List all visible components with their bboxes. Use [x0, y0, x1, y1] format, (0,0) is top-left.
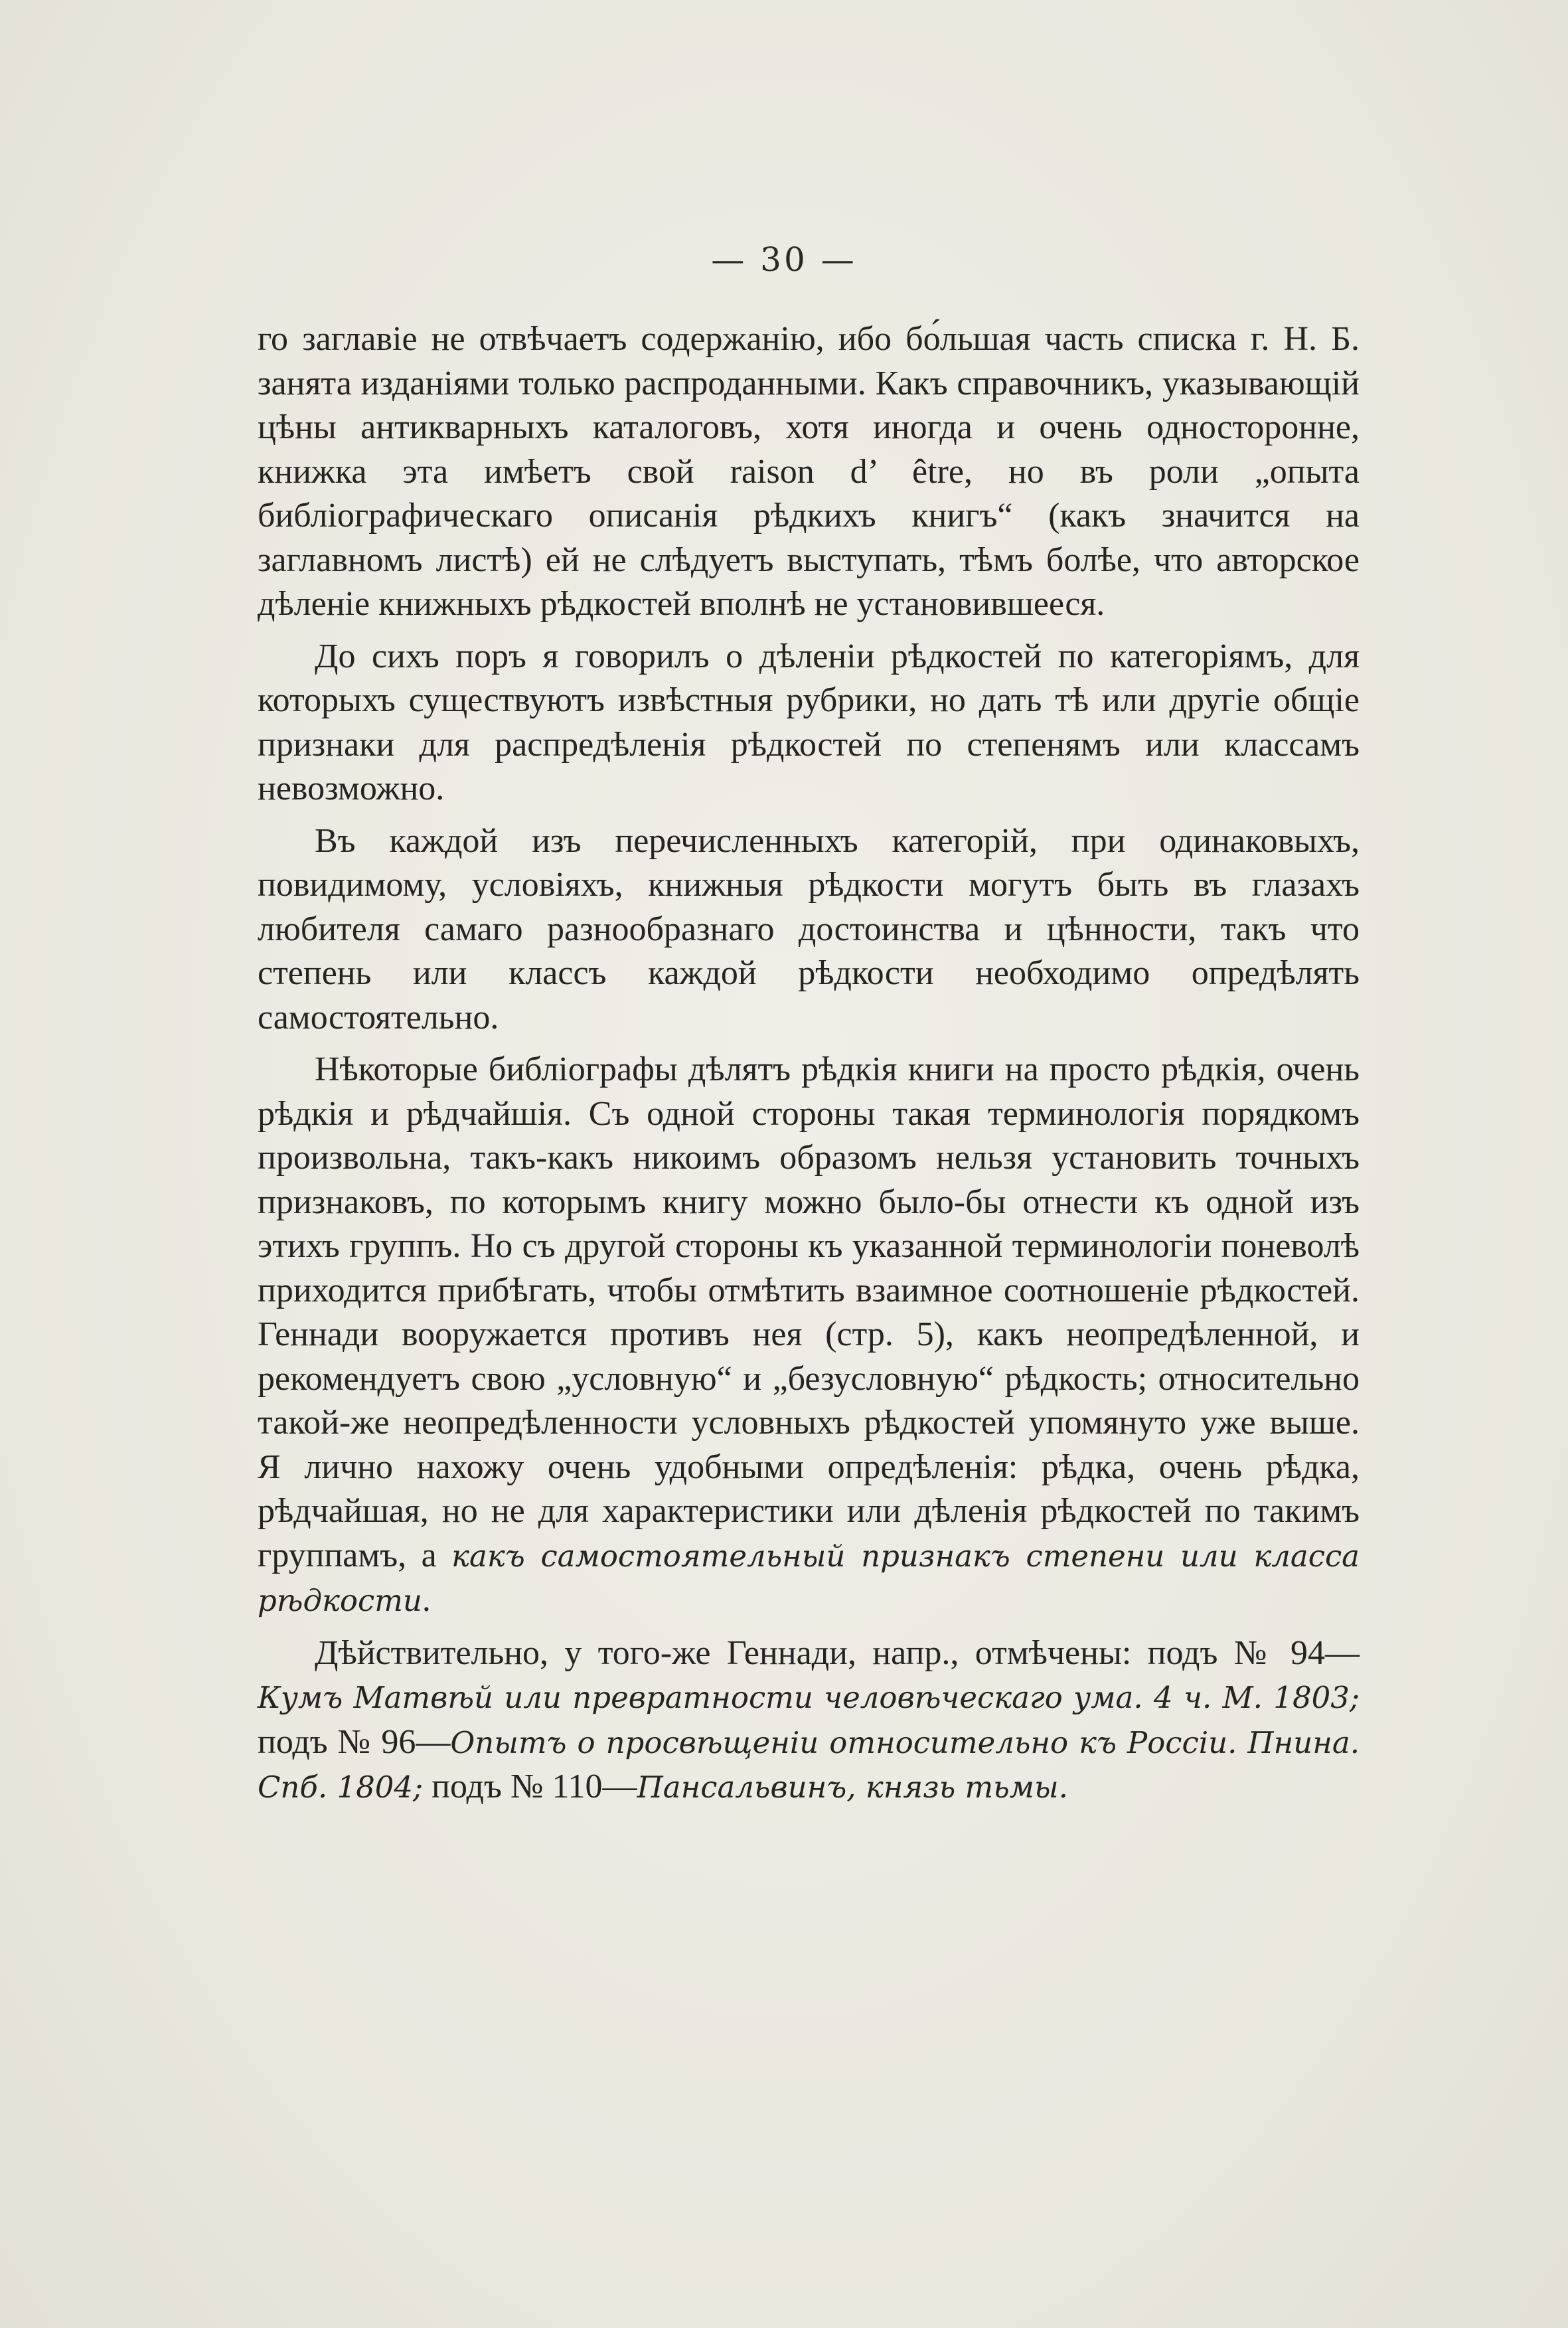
paragraph-1: [258, 317, 1360, 627]
text-segment: Въ каждой изъ перечисленныхъ категорій, при одинаковыхъ, повидимому, условіяхъ, книжныя рѣдкости могутъ быть въ глазахъ любителя самаго разнообразнаго достоинства и цѣнности, такъ что степень или классъ каждой рѣдкости необходимо опредѣлять самостоятельно.: [258, 821, 1360, 1037]
paragraph-4: [258, 1048, 1360, 1623]
text-segment: До сихъ поръ я говорилъ о дѣленіи рѣдкостей по категоріямъ, для которыхъ существуютъ извѣстныя рубрики, но дать тѣ или другіе общіе признаки для распредѣленія рѣдкостей по степенямъ или классамъ невозможно.: [258, 637, 1360, 807]
text-segment: го заглавіе не отвѣчаетъ содержанію, ибо бо́льшая часть списка г. Н. Б. занята изданіями только распроданными. Какъ справочникъ, указывающій цѣны антикварныхъ каталоговъ, хотя иногда и очень односторонне, книжка эта имѣетъ свой raison d’ être, но въ роли „опыта библіографическаго описанія рѣдкихъ книгъ“ (какъ значится на заглавномъ листѣ) ей не слѣдуетъ выступать, тѣмъ болѣе, что авторское дѣленіе книжныхъ рѣдкостей вполнѣ не установившееся.: [258, 320, 1360, 623]
italic-segment: Кумъ Матвѣй или превратности человѣческаго ума. 4 ч. М. 1803;: [258, 1680, 1360, 1715]
body-text: [258, 317, 1360, 1818]
text-segment: Дѣйствительно, у того-же Геннади, напр., отмѣчены: подъ № 94—: [315, 1633, 1360, 1672]
text-segment: Нѣкоторые библіографы дѣлятъ рѣдкія книги на просто рѣдкія, очень рѣдкія и рѣдчайшія. Съ одной стороны такая терминологія порядкомъ произвольна, такъ-какъ никоимъ образомъ нельзя установить точныхъ признаковъ, по которымъ книгу можно было-бы отнести къ одной изъ этихъ группъ. Но съ другой стороны къ указанной терминологіи поневолѣ приходится прибѣгать, чтобы отмѣтить взаимное соотношеніе рѣдкостей. Геннади вооружается противъ нея (стр. 5), какъ неопредѣленной, и рекомендуетъ свою „условную“ и „безусловную“ рѣдкость; относительно такой-же неопредѣленности условныхъ рѣдкостей упомянуто уже выше. Я лично нахожу очень удобными опредѣленія: рѣдка, очень рѣдка, рѣдчайшая, но не для характеристики или дѣленія рѣдкостей по такимъ группамъ, а: [258, 1050, 1360, 1574]
italic-segment: какъ самостоятельный признакъ степени или класса рѣдкости: [258, 1538, 1360, 1618]
italic-segment: Опытъ о просвѣщеніи относительно къ Россіи. Пнина. Спб. 1804;: [258, 1724, 1360, 1805]
paragraph-3: [258, 819, 1360, 1040]
text-segment: подъ № 96—: [258, 1722, 451, 1761]
paragraph-2: [258, 635, 1360, 811]
paragraph-5: [258, 1631, 1360, 1810]
italic-segment: Пансальвинъ, князь тьмы.: [637, 1770, 1068, 1805]
text-segment: подъ № 110—: [423, 1768, 637, 1805]
page-number: — 30 —: [711, 240, 857, 279]
text-segment: .: [422, 1581, 431, 1619]
